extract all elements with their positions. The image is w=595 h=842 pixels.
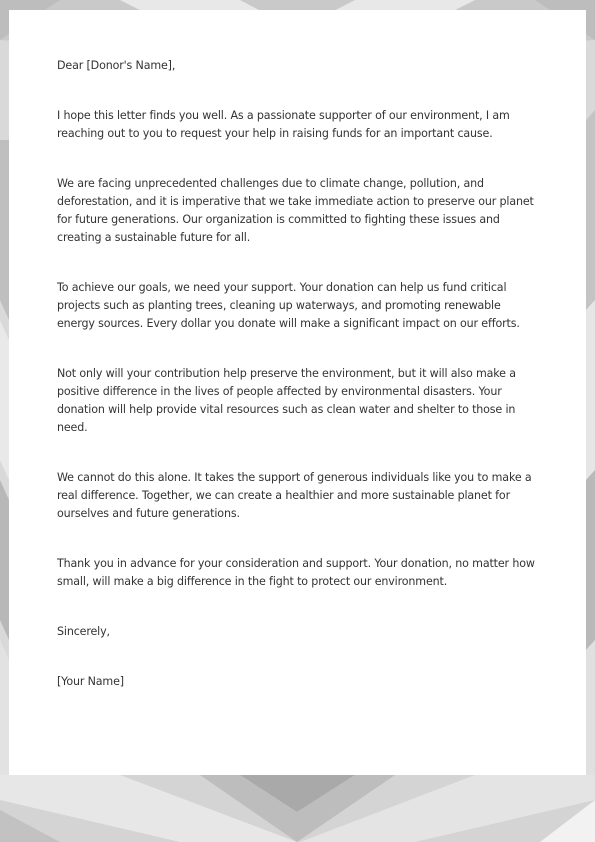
letter-body (57, 57, 537, 691)
closing: Sincerely, (57, 625, 110, 638)
paragraph-together: We cannot do this alone. It takes the support of generous individuals like you to make a real difference. Together, we can create a healthier and more sustainable planet for ourselves and future generations. (57, 471, 532, 520)
signature: [Your Name] (57, 675, 124, 688)
paragraph-goals: To achieve our goals, we need your support. Your donation can help us fund critical projects such as planting trees, cleaning up waterways, and promoting renewable energy sources. Every dollar you donate will make a significant impact on our efforts. (57, 281, 520, 330)
salutation: Dear [Donor's Name], (57, 59, 176, 72)
paragraph-thanks: Thank you in advance for your consideration and support. Your donation, no matter how small, will make a big difference in the fight to protect our environment. (57, 557, 535, 588)
paragraph-challenges: We are facing unprecedented challenges due to climate change, pollution, and deforestation, and it is imperative that we take immediate action to preserve our planet for future generations. Our organization is committed to fighting these issues and creating a sustainable future for all. (57, 177, 534, 244)
paragraph-impact: Not only will your contribution help preserve the environment, but it will also make a positive difference in the lives of people affected by environmental disasters. Your donation will help provide vital resources such as clean water and shelter to those in need. (57, 367, 516, 434)
letter-page (9, 10, 586, 775)
paragraph-intro: I hope this letter finds you well. As a passionate supporter of our environment, I am reaching out to you to request your help in raising funds for an important cause. (57, 109, 510, 140)
